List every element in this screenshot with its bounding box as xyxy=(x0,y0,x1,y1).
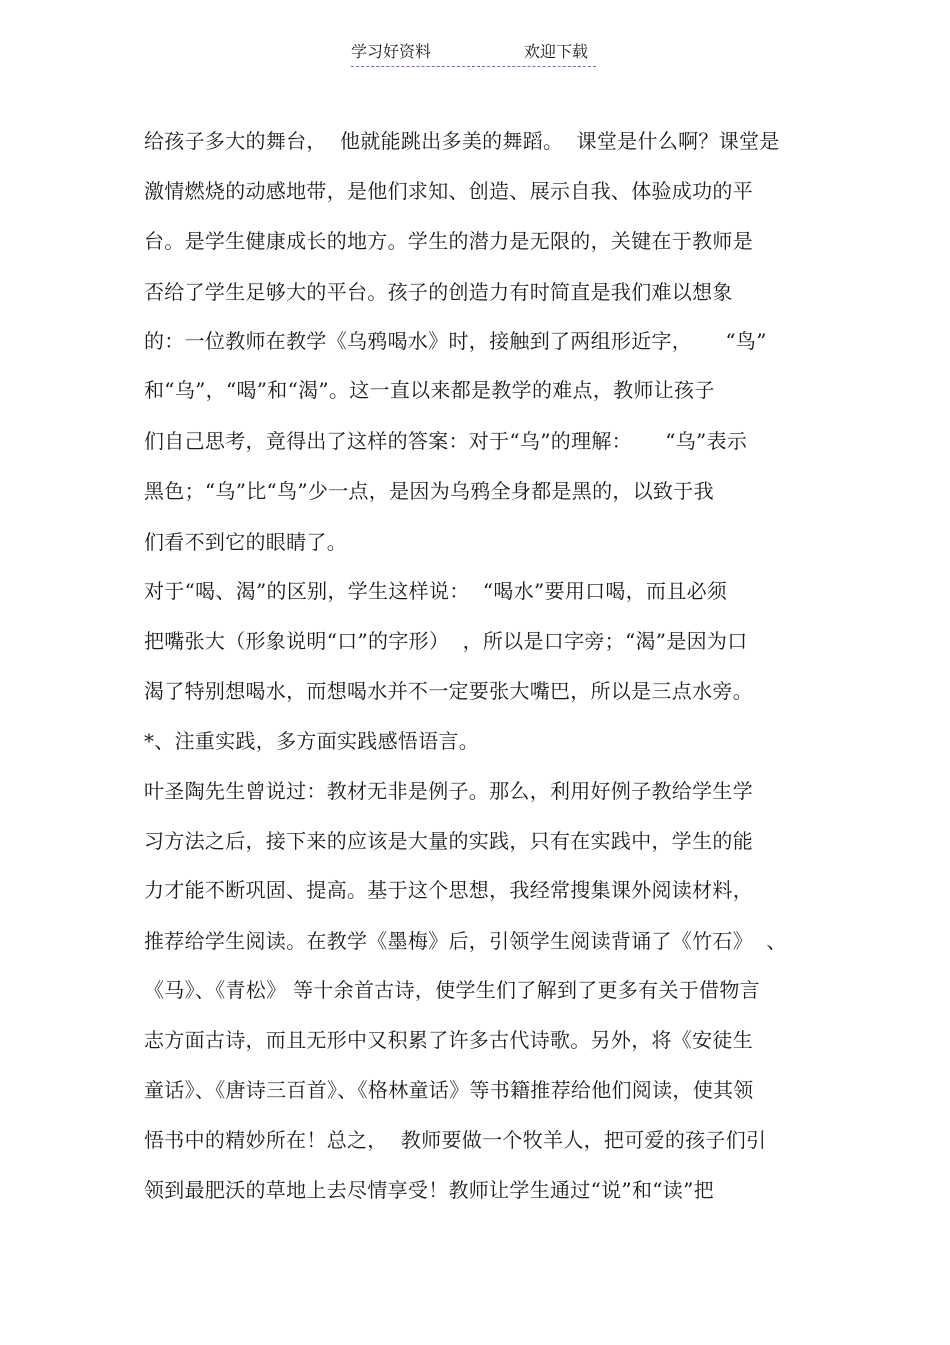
body-line: 《马》、《青松》 等十余首古诗，使学生们了解到了更多有关于借物言 xyxy=(144,978,760,1002)
body-line: 渴了特别想喝水，而想喝水并不一定要张大嘴巴，所以是三点水旁。 xyxy=(144,679,753,703)
body-line: 的：一位教师在教学《乌鸦喝水》时，接触到了两组形近字， “鸟” xyxy=(144,329,767,353)
body-line: 给孩子多大的舞台， 他就能跳出多美的舞蹈。 课堂是什么啊？课堂是 xyxy=(144,129,780,153)
body-line: 习方法之后，接下来的应该是大量的实践，只有在实践中，学生的能 xyxy=(144,829,753,853)
body-line: 把嘴张大（形象说明“口”的字形） ，所以是口字旁；“渴”是因为口 xyxy=(144,629,748,653)
body-line: 们看不到它的眼睛了。 xyxy=(144,530,347,554)
header-left-text: 学习好资料 xyxy=(351,42,432,61)
body-line: *、注重实践，多方面实践感悟语言。 xyxy=(144,729,480,753)
body-line: 悟书中的精妙所在！总之， 教师要做一个牧羊人，把可爱的孩子们引 xyxy=(144,1128,767,1152)
header-right-text: 欢迎下载 xyxy=(524,42,589,61)
body-line: 志方面古诗，而且无形中又积累了许多古代诗歌。另外，将《安徒生 xyxy=(144,1028,753,1052)
body-line: 黑色；“乌”比“鸟”少一点，是因为乌鸦全身都是黑的，以致于我 xyxy=(144,479,714,503)
body-line: 激情燃烧的动感地带，是他们求知、创造、展示自我、体验成功的平 xyxy=(144,179,753,203)
body-line: 台。是学生健康成长的地方。学生的潜力是无限的，关键在于教师是 xyxy=(144,229,753,253)
body-line: 领到最肥沃的草地上去尽情享受！教师让学生通过“说”和“读”把 xyxy=(144,1178,714,1202)
page-header xyxy=(351,40,596,67)
body-line: 推荐给学生阅读。在教学《墨梅》后，引领学生阅读背诵了《竹石》 、 xyxy=(144,929,787,953)
body-line: 们自己思考，竟得出了这样的答案：对于“乌”的理解： “乌”表示 xyxy=(144,429,748,453)
body-line: 对于“喝、渴”的区别，学生这样说： “喝水”要用口喝，而且必须 xyxy=(144,579,728,603)
body-line: 和“乌”，“喝”和“渴”。这一直以来都是教学的难点，教师让孩子 xyxy=(144,378,715,402)
body-line: 叶圣陶先生曾说过：教材无非是例子。那么，利用好例子教给学生学 xyxy=(144,779,753,803)
body-line: 否给了学生足够大的平台。孩子的创造力有时简直是我们难以想象 xyxy=(144,280,733,304)
body-line: 童话》、《唐诗三百首》、《格林童话》等书籍推荐给他们阅读，使其领 xyxy=(144,1078,754,1102)
body-line: 力才能不断巩固、提高。基于这个思想，我经常搜集课外阅读材料， xyxy=(144,878,753,902)
